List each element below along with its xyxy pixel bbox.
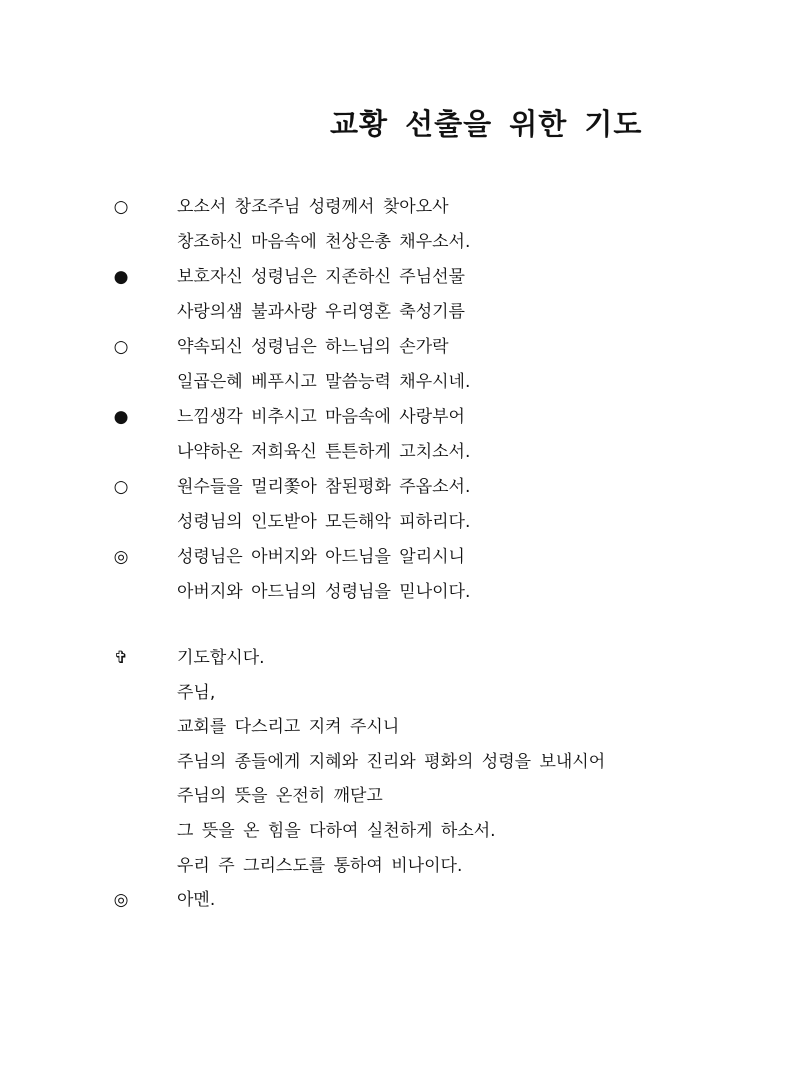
line-text: 약속되신 성령님은 하느님의 손가락 <box>177 337 449 357</box>
line-text: 그 뜻을 온 힘을 다하여 실천하게 하소서. <box>177 821 496 841</box>
prayer-line <box>0 779 800 813</box>
prayer-line <box>0 883 800 917</box>
line-text: 창조하신 마음속에 천상은총 채우소서. <box>177 232 471 252</box>
hymn-line <box>0 400 800 434</box>
line-text: 일곱은혜 베푸시고 말씀능력 채우시네. <box>177 372 471 392</box>
line-marker: ○ <box>113 477 129 497</box>
hymn-line <box>0 295 800 329</box>
prayer-line <box>0 745 800 779</box>
line-marker: ✞ <box>113 648 129 668</box>
hymn-line <box>0 575 800 609</box>
prayer-line <box>0 849 800 883</box>
hymn-line <box>0 470 800 504</box>
line-text: 교회를 다스리고 지켜 주시니 <box>177 717 400 738</box>
line-text: 기도합시다. <box>177 648 265 668</box>
hymn-line <box>0 190 800 224</box>
prayer-line <box>0 710 800 744</box>
line-text: 사랑의샘 불과사랑 우리영혼 축성기름 <box>177 302 465 322</box>
line-marker: ○ <box>113 197 129 217</box>
line-text: 주님의 뜻을 온전히 깨닫고 <box>177 786 383 807</box>
hymn-line <box>0 540 800 574</box>
hymn-line <box>0 260 800 294</box>
hymn-line <box>0 505 800 539</box>
line-text: 느낌생각 비추시고 마음속에 사랑부어 <box>177 407 465 427</box>
line-text: 우리 주 그리스도를 통하여 비나이다. <box>177 855 463 876</box>
line-text: 주님, <box>177 682 216 703</box>
hymn-line <box>0 365 800 399</box>
hymn-line <box>0 435 800 469</box>
hymn-line <box>0 330 800 364</box>
line-marker: ◎ <box>113 890 129 911</box>
line-marker: ◎ <box>113 547 129 567</box>
line-marker: ● <box>113 407 129 427</box>
line-text: 성령님은 아버지와 아드님을 알리시니 <box>177 547 465 567</box>
line-text: 나약하온 저희육신 튼튼하게 고치소서. <box>177 442 471 462</box>
line-text: 아버지와 아드님의 성령님을 믿나이다. <box>177 582 471 602</box>
line-marker: ● <box>113 267 129 287</box>
prayer-line <box>0 641 800 675</box>
line-text: 아멘. <box>177 890 216 911</box>
page-title: 교황 선출을 위한 기도 <box>330 107 643 141</box>
hymn-line <box>0 225 800 259</box>
line-text: 주님의 종들에게 지혜와 진리와 평화의 성령을 보내시어 <box>177 751 606 772</box>
line-marker: ○ <box>113 337 129 357</box>
prayer-line <box>0 814 800 848</box>
prayer-line <box>0 676 800 710</box>
line-text: 보호자신 성령님은 지존하신 주님선물 <box>177 267 465 287</box>
line-text: 원수들을 멀리쫓아 참된평화 주옵소서. <box>177 477 471 497</box>
line-text: 성령님의 인도받아 모든해악 피하리다. <box>177 512 471 532</box>
line-text: 오소서 창조주님 성령께서 찾아오사 <box>177 197 449 217</box>
